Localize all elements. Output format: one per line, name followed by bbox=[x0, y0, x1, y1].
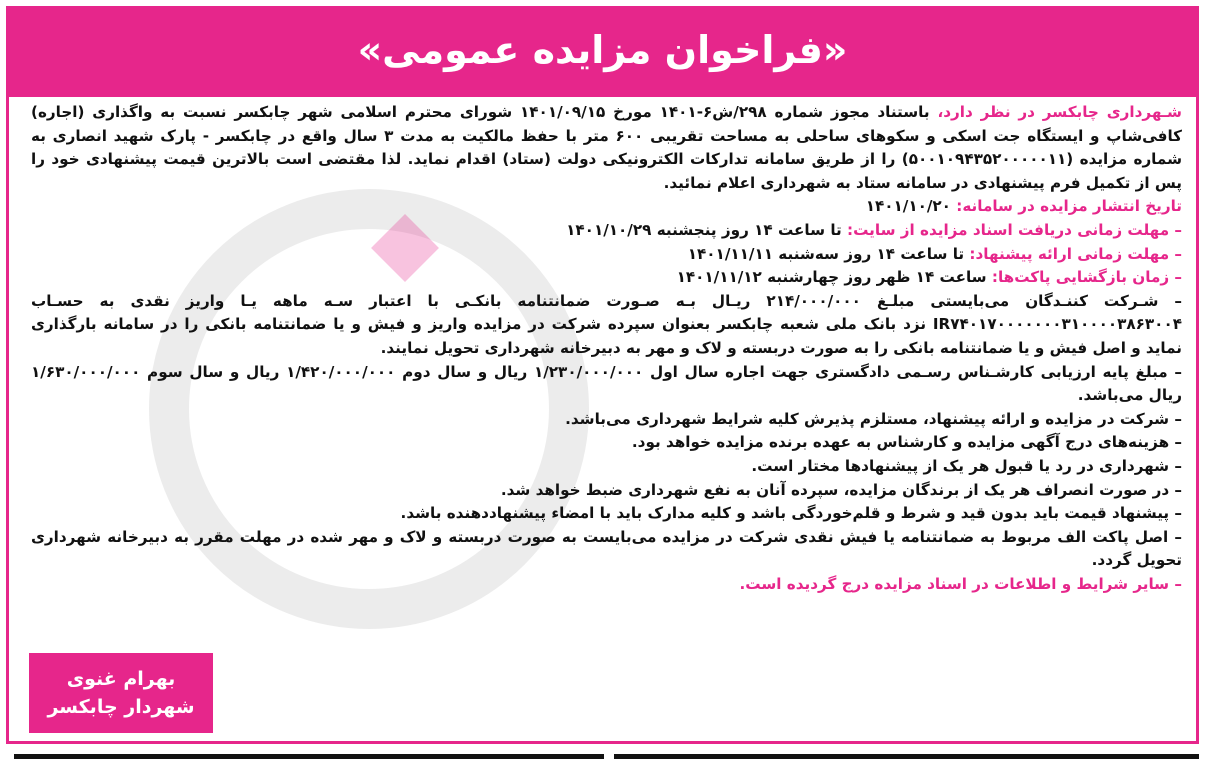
title-banner bbox=[9, 9, 1196, 97]
clause-signature: – پیشنهاد قیمت باید بدون قید و شرط و قلم‌خوردگی باشد و کلیه مدارک باید با امضاء پیشنهاددهنده باشد. bbox=[400, 504, 1182, 523]
intro-lead: شـهرداری چابکسر در نظر دارد، bbox=[937, 103, 1182, 121]
clause-acceptance: – شرکت در مزایده و ارائه پیشنهاد، مستلزم پذیرش کلیه شرایط شهرداری می‌باشد. bbox=[565, 409, 1182, 428]
mayor-title: شهردار چابکسر bbox=[47, 696, 195, 718]
bottom-divider-right bbox=[614, 754, 1199, 759]
notice-title: «فراخوان مزایده عمومی» bbox=[357, 28, 848, 72]
date-line-proposal bbox=[31, 243, 1182, 267]
date-value: تا ساعت ۱۴ روز پنجشنبه ۱۴۰۱/۱۰/۲۹ bbox=[566, 220, 848, 239]
date-label: تاریخ انتشار مزایده در سامانه: bbox=[956, 197, 1182, 216]
signature-box bbox=[29, 653, 213, 733]
date-line-publish bbox=[31, 195, 1182, 219]
clause-authority: – شهرداری در رد یا قبول هر یک از پیشنهادها مختار است. bbox=[751, 456, 1182, 475]
notice-frame bbox=[6, 6, 1199, 744]
mayor-name: بهرام غنوی bbox=[66, 668, 176, 690]
date-label: – زمان بازگشایی پاکت‌ها: bbox=[991, 268, 1182, 287]
bottom-divider-left bbox=[14, 754, 604, 759]
clause-costs: – هزینه‌های درج آگهی مزایده و کارشناس به عهده برنده مزایده خواهد بود. bbox=[631, 433, 1182, 452]
intro-body: باستناد مجوز شماره ۲۹۸/ش۶-۱۴۰۱ مورخ ۱۴۰۱/۰۹/۱۵ شورای محترم اسلامی شهر چابکسر نسبت به واگذاری (اجاره) کافی‌شاپ و ایستگاه جت اسکی و سکوهای ساحلی به مساحت تقریبی ۶۰۰ متر با حفظ مالکیت به مدت ۳ سال واقع در چابکسر - پارک شهید انصاری به شماره مزایده (۵۰۰۱۰۹۴۳۵۲۰۰۰۰۰۱۱) را از طریق سامانه تدارکات الکترونیکی دولت (ستاد) اقدام نماید. لذا مقتضی است بالاترین قیمت پیشنهادی خود را پس از تکمیل فرم پیشنهادی در سامانه ستاد به شهرداری اعلام نمائید. bbox=[31, 103, 1183, 192]
date-value: ساعت ۱۴ ظهر روز چهارشنبه ۱۴۰۱/۱۱/۱۲ bbox=[676, 268, 992, 287]
closing-line: – سایر شرایط و اطلاعات در اسناد مزایده درج گردیده است. bbox=[739, 574, 1182, 593]
clause-envelope: – اصل پاکت الف مربوط به ضمانتنامه یا فیش نقدی شرکت در مزایده می‌بایست به صورت دربسته و لاک و مهر شده در مهلت مقرر به دبیرخانه شهرداری تحویل گردد. bbox=[31, 527, 1182, 570]
clause-base-price: – مبلغ پایه ارزیابی کارشـناس رسـمی دادگستری جهت اجاره سال اول ۱/۲۳۰/۰۰۰/۰۰۰ ریال و سال دوم ۱/۴۲۰/۰۰۰/۰۰۰ ریال و سال سوم ۱/۶۳۰/۰۰۰/۰۰۰ ریال می‌باشد. bbox=[31, 362, 1183, 405]
date-line-opening bbox=[31, 266, 1182, 290]
date-value: ۱۴۰۱/۱۰/۲۰ bbox=[865, 197, 957, 216]
date-label: – مهلت زمانی ارائه پیشنهاد: bbox=[969, 244, 1182, 263]
clause-forfeit: – در صورت انصراف هر یک از برندگان مزایده، سپرده آنان به نفع شهرداری ضبط خواهد شد. bbox=[500, 480, 1182, 499]
notice-body bbox=[31, 101, 1182, 735]
intro-paragraph bbox=[31, 101, 1182, 195]
clause-deposit: – شـرکت کننـدگان می‌بایستی مبلـغ ۲۱۴/۰۰۰/۰۰۰ ریـال بـه صـورت ضمانتنامه بانکـی با اعتبار سـه ماهه یـا واریز نقدی به حسـاب IR۷۴۰۱۷۰۰۰۰۰۰۰۳۱۰۰۰۰۳۸۶۳۰۰۴ نزد بانک ملی شعبه چابکسر بعنوان سپرده شرکت در مزایده واریز و فیش و یا ضمانتنامه بانکی را در سامانه بارگذاری نماید و اصل فیش و یا ضمانتنامه بانکی را به صورت دربسته و لاک و مهر به دبیرخانه شهرداری تحویل نمایند. bbox=[31, 291, 1182, 357]
date-label: – مهلت زمانی دریافت اسناد مزایده از سایت: bbox=[847, 220, 1182, 239]
date-line-documents bbox=[31, 219, 1182, 243]
date-value: تا ساعت ۱۴ روز سه‌شنبه ۱۴۰۱/۱۱/۱۱ bbox=[687, 244, 970, 263]
